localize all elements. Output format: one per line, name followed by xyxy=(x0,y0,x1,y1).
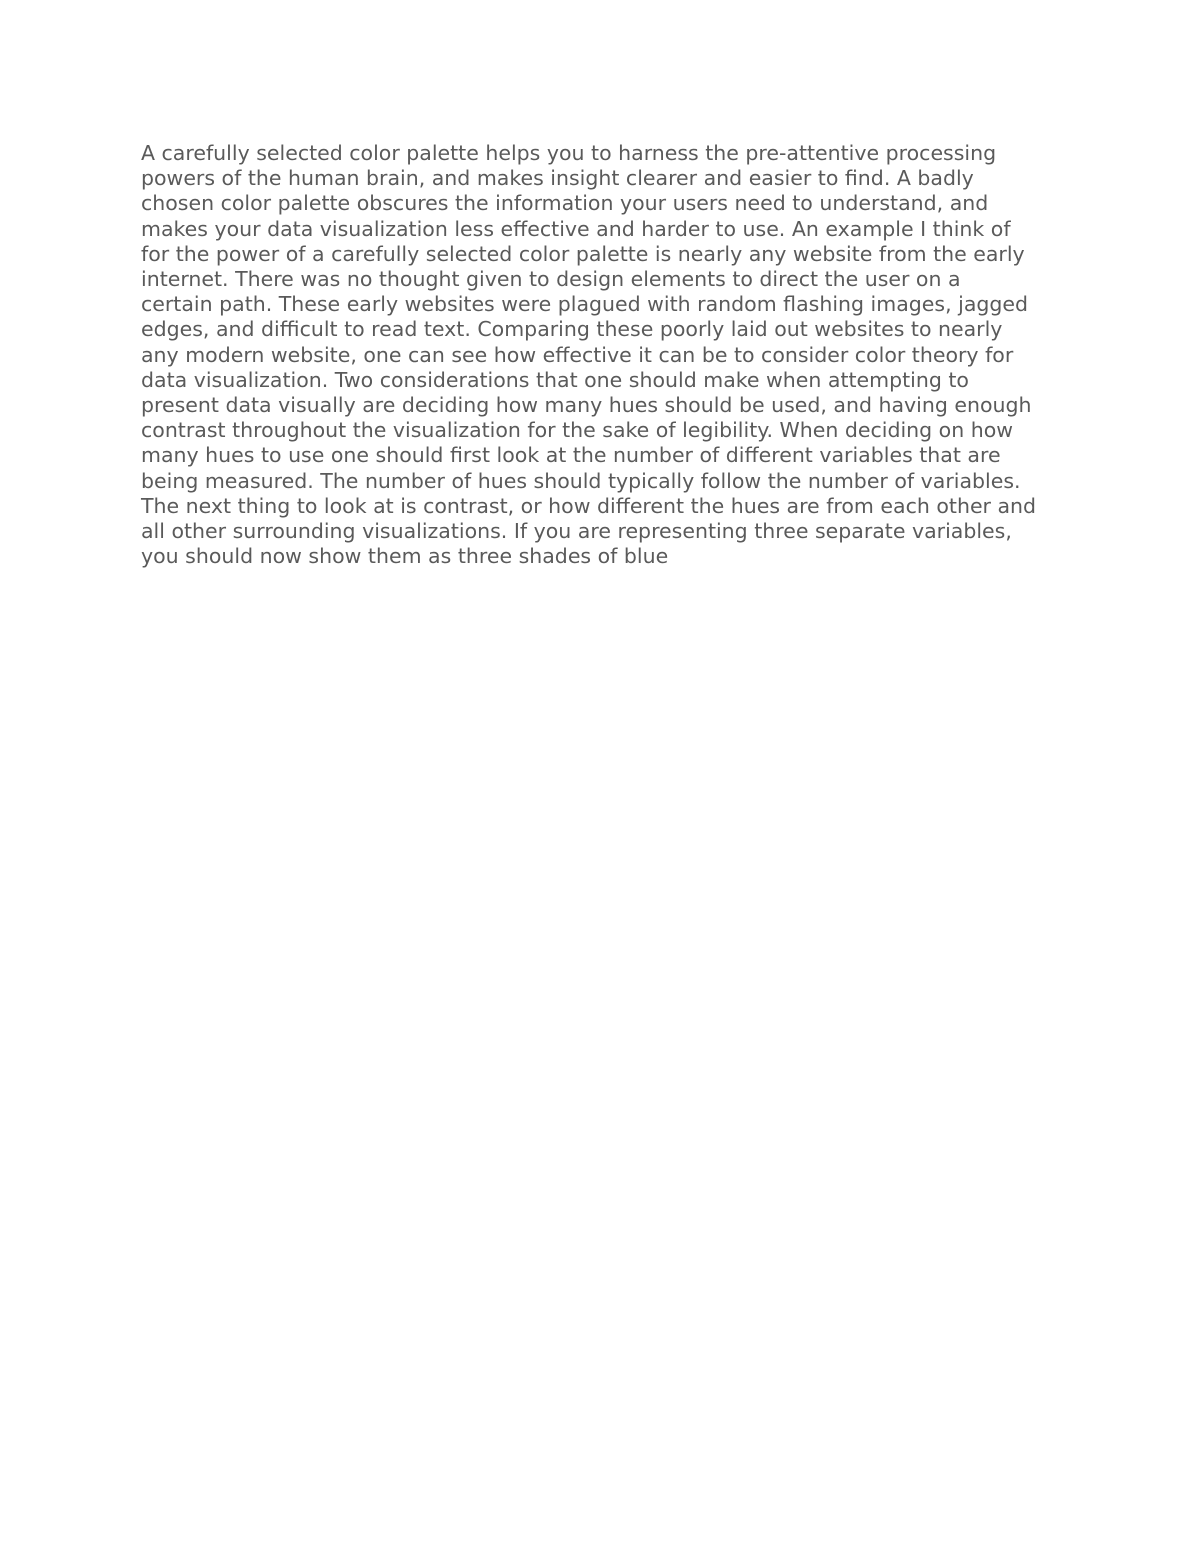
paragraph-line: makes your data visualization less effective and harder to use. An example I think of xyxy=(141,216,1011,241)
paragraph-line: A carefully selected color palette helps you to harness the pre-attentive processing xyxy=(141,141,997,165)
paragraph-line: powers of the human brain, and makes insight clearer and easier to find. A badly xyxy=(141,166,974,191)
paragraph-line: many hues to use one should first look at the number of different variables that are xyxy=(141,443,1001,468)
body-paragraph xyxy=(141,141,1071,569)
paragraph-line: contrast throughout the visualization for the sake of legibility. When deciding on how xyxy=(141,418,1014,443)
paragraph-line: certain path. These early websites were plagued with random flashing images, jagged xyxy=(141,292,1029,317)
paragraph-line: data visualization. Two considerations that one should make when attempting to xyxy=(141,367,969,392)
paragraph-line: you should now show them as three shades of blue xyxy=(141,544,669,569)
paragraph-line: all other surrounding visualizations. If you are representing three separate variables, xyxy=(141,519,1012,544)
paragraph-line: chosen color palette obscures the information your users need to understand, and xyxy=(141,191,989,216)
paragraph-line: internet. There was no thought given to design elements to direct the user on a xyxy=(141,267,961,292)
paragraph-line: for the power of a carefully selected color palette is nearly any website from the early xyxy=(141,241,1025,266)
paragraph-line: being measured. The number of hues should typically follow the number of variables. xyxy=(141,468,1021,493)
paragraph-line: present data visually are deciding how many hues should be used, and having enough xyxy=(141,393,1032,418)
paragraph-line: The next thing to look at is contrast, or how different the hues are from each other and xyxy=(141,493,1037,518)
paragraph-line: any modern website, one can see how effective it can be to consider color theory for xyxy=(141,342,1014,367)
paragraph-line: edges, and difficult to read text. Comparing these poorly laid out websites to nearly xyxy=(141,317,1003,342)
